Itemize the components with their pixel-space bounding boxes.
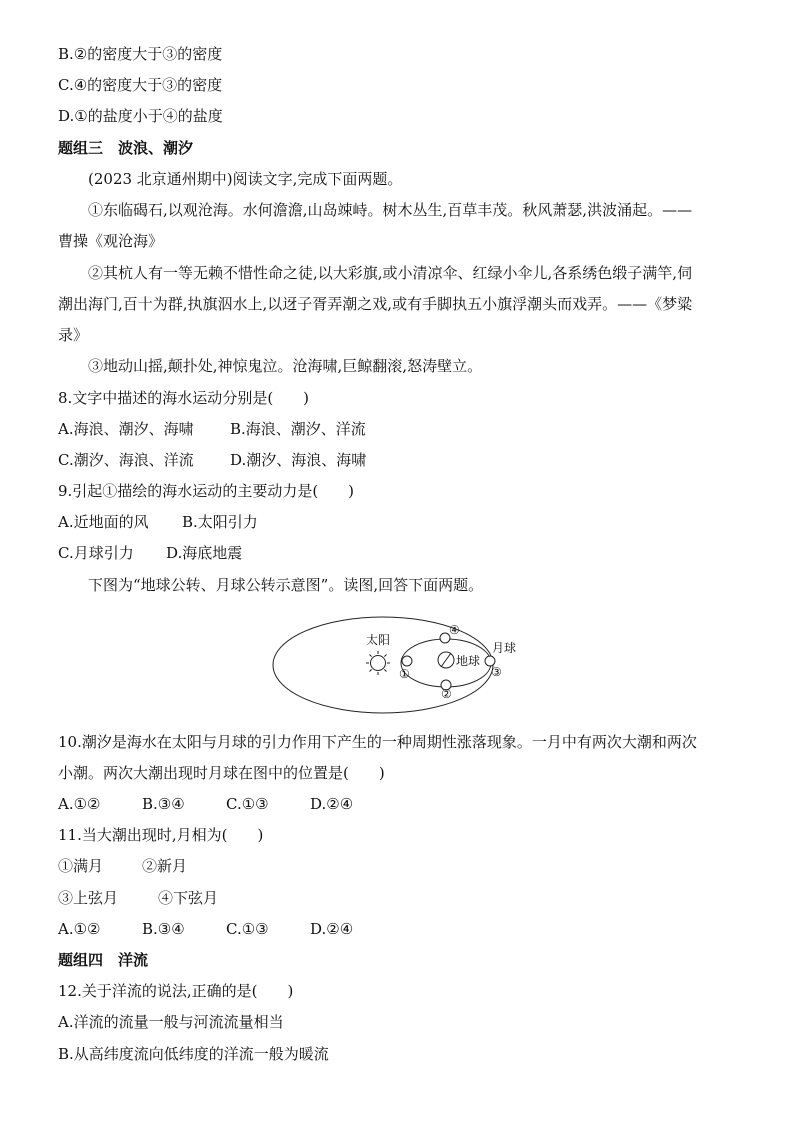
passage2-line1: ②其杭人有一等无赖不惜性命之徒,以大彩旗,或小清凉伞、红绿小伞儿,各系绣色缎子满竿,伺 (88, 264, 693, 282)
group4-title: 题组四 洋流 (58, 951, 149, 969)
sun-icon (366, 651, 390, 675)
moon-position-1 (402, 656, 412, 666)
position-label-4: ④ (449, 623, 460, 637)
passage3: ③地动山摇,颠扑处,神惊鬼泣。沧海啸,巨鲸翻滚,怒涛壁立。 (88, 357, 483, 375)
sun-label: 太阳 (366, 633, 391, 647)
q9-options-row2 (58, 543, 242, 563)
q9-option-d: D.海底地震 (166, 544, 243, 562)
question-10-line2: 小潮。两次大潮出现时月球在图中的位置是( ) (58, 764, 385, 782)
q10-option-c: C.①③ (226, 795, 269, 813)
q9-option-b: B.太阳引力 (182, 513, 258, 531)
prev-option-b: B.②的密度大于③的密度 (58, 45, 223, 63)
q12-option-a: A.洋流的流量一般与河流流量相当 (58, 1013, 284, 1031)
passage2-line3: 录》 (58, 326, 89, 344)
q10-option-d: D.②④ (310, 795, 354, 813)
q8-options-row1 (58, 419, 366, 439)
q9-options-row1 (58, 512, 258, 532)
q8-option-d: D.潮汐、海浪、海啸 (230, 451, 367, 469)
question-10-line1: 10.潮汐是海水在太阳与月球的引力作用下产生的一种周期性涨落现象。一月中有两次大潮和两次 (58, 733, 697, 751)
q8-option-c: C.潮汐、海浪、洋流 (58, 451, 194, 469)
q11-item-1: ①满月 (58, 857, 104, 875)
group3-title: 题组三 波浪、潮汐 (58, 139, 194, 157)
q11-items-row2 (58, 888, 218, 908)
q10-option-a: A.①② (58, 795, 101, 813)
prev-option-c: C.④的密度大于③的密度 (58, 76, 223, 94)
earth-label: 地球 (456, 654, 481, 668)
earth-moon-orbit-diagram (268, 614, 528, 726)
q11-option-a: A.①② (58, 920, 101, 938)
q11-item-3: ③上弦月 (58, 889, 119, 907)
q11-options (58, 919, 353, 939)
q12-option-b: B.从高纬度流向低纬度的洋流一般为暖流 (58, 1045, 329, 1063)
reading-intro: (2023 北京通州期中)阅读文字,完成下面两题。 (88, 170, 403, 188)
q11-item-2: ②新月 (142, 857, 188, 875)
passage2-line2: 潮出海门,百十为群,执旗泅水上,以迓子胥弄潮之戏,或有手脚执五小旗浮潮头而戏弄。——《梦粱 (58, 295, 693, 313)
q8-option-b: B.海浪、潮汐、洋流 (230, 420, 366, 438)
q9-option-a: A.近地面的风 (58, 513, 149, 531)
q8-options-row2 (58, 450, 366, 470)
figure-intro: 下图为“地球公转、月球公转示意图”。读图,回答下面两题。 (88, 576, 484, 594)
q11-option-b: B.③④ (142, 920, 185, 938)
position-label-2: ② (441, 687, 452, 701)
position-label-3: ③ (491, 665, 502, 679)
q11-item-4: ④下弦月 (158, 889, 219, 907)
q8-option-a: A.海浪、潮汐、海啸 (58, 420, 194, 438)
question-12: 12.关于洋流的说法,正确的是( ) (58, 982, 294, 1000)
earth-icon (438, 652, 454, 668)
question-9: 9.引起①描绘的海水运动的主要动力是( ) (58, 482, 355, 500)
position-label-1: ① (399, 667, 410, 681)
question-8: 8.文字中描述的海水运动分别是( ) (58, 389, 310, 407)
q11-option-d: D.②④ (310, 920, 354, 938)
q10-option-b: B.③④ (142, 795, 185, 813)
q11-items-row1 (58, 856, 187, 876)
passage1-line1: ①东临碣石,以观沧海。水何澹澹,山岛竦峙。树木丛生,百草丰茂。秋风萧瑟,洪波涌起。—— (88, 201, 693, 219)
moon-label: 月球 (492, 641, 517, 655)
q11-option-c: C.①③ (226, 920, 269, 938)
question-11: 11.当大潮出现时,月相为( ) (58, 826, 264, 844)
q9-option-c: C.月球引力 (58, 544, 134, 562)
q10-options (58, 794, 353, 814)
prev-option-d: D.①的盐度小于④的盐度 (58, 107, 223, 125)
passage1-line2: 曹操《观沧海》 (58, 232, 164, 250)
